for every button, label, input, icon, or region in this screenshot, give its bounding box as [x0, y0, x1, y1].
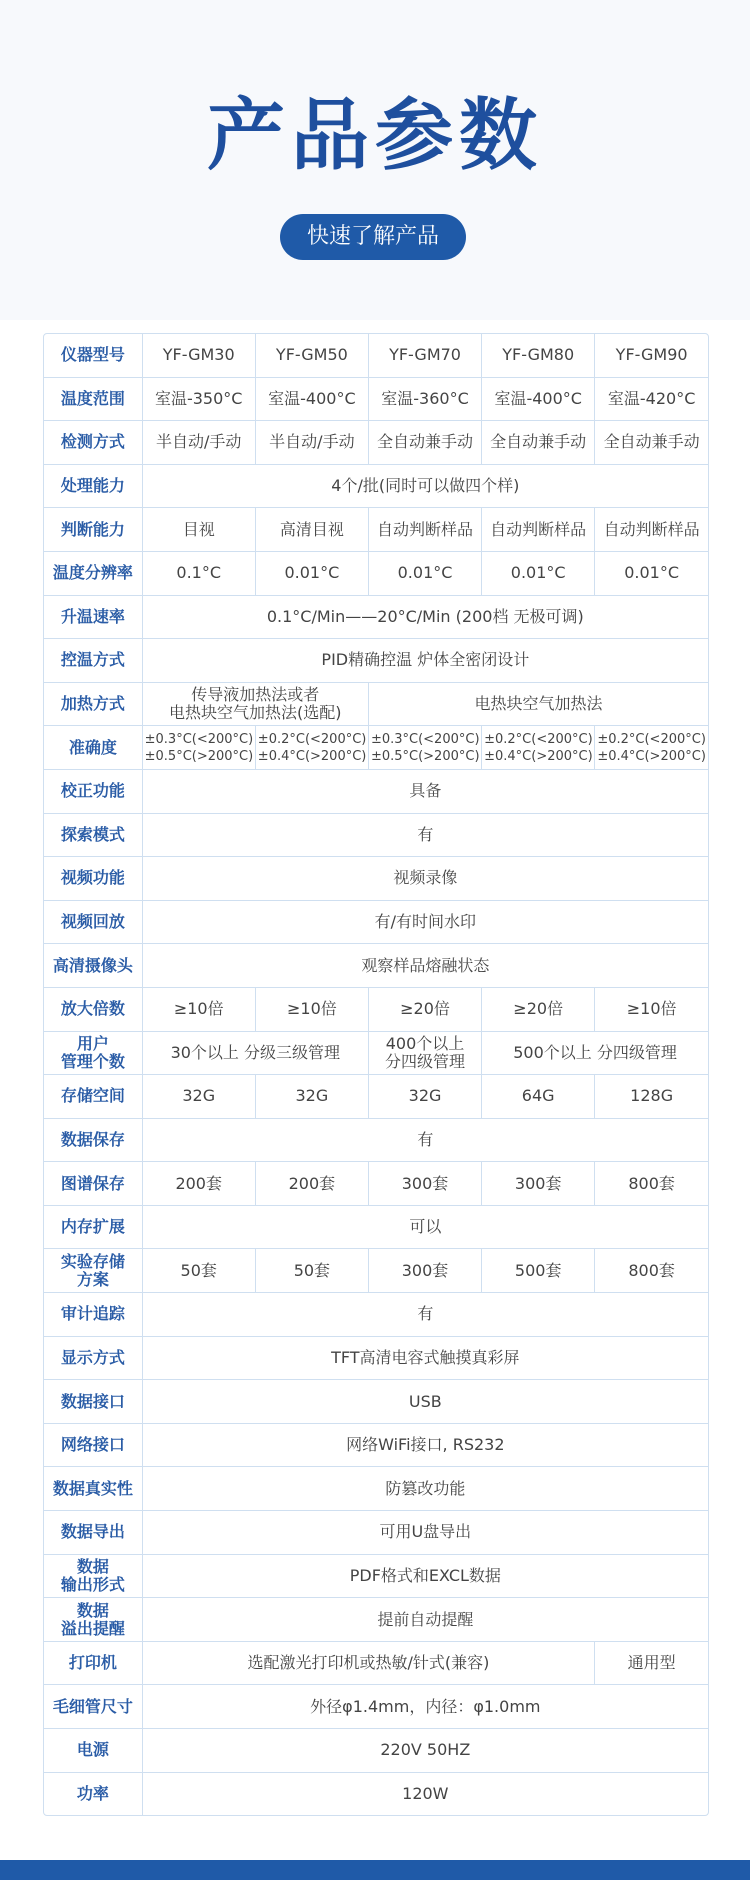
table-cell: 通用型	[595, 1641, 708, 1685]
table-cell: 32G	[368, 1075, 481, 1119]
table-cell: 0.1°C/Min——20°C/Min (200档 无极可调)	[142, 595, 708, 639]
row-label: 准确度	[44, 726, 142, 770]
table-cell: ≥10倍	[142, 987, 255, 1031]
table-cell: 50套	[255, 1249, 368, 1293]
row-label: 显示方式	[44, 1336, 142, 1380]
table-row	[44, 421, 708, 465]
table-cell: 选配激光打印机或热敏/针式(兼容)	[142, 1641, 595, 1685]
row-label: 处理能力	[44, 464, 142, 508]
table-cell: 全自动兼手动	[482, 421, 595, 465]
table-cell: 有	[142, 813, 708, 857]
row-label: 温度范围	[44, 377, 142, 421]
learn-product-button[interactable]: 快速了解产品	[280, 214, 466, 260]
table-cell: 提前自动提醒	[142, 1598, 708, 1642]
spec-table	[44, 334, 708, 1815]
table-cell: YF-GM80	[482, 334, 595, 377]
table-row	[44, 813, 708, 857]
table-cell: 室温-400°C	[482, 377, 595, 421]
table-cell: 30个以上 分级三级管理	[142, 1031, 368, 1075]
table-cell: 200套	[142, 1162, 255, 1206]
row-label: 数据 输出形式	[44, 1554, 142, 1598]
bottom-bar	[0, 1860, 750, 1880]
table-cell: 0.1°C	[142, 551, 255, 595]
table-cell: 全自动兼手动	[368, 421, 481, 465]
row-label: 毛细管尺寸	[44, 1685, 142, 1729]
row-label: 图谱保存	[44, 1162, 142, 1206]
table-cell: 0.01°C	[368, 551, 481, 595]
table-cell: 120W	[142, 1772, 708, 1815]
row-label: 高清摄像头	[44, 944, 142, 988]
row-label: 数据真实性	[44, 1467, 142, 1511]
table-cell: 4个/批(同时可以做四个样)	[142, 464, 708, 508]
table-cell: 室温-350°C	[142, 377, 255, 421]
table-row	[44, 595, 708, 639]
row-label: 仪器型号	[44, 334, 142, 377]
table-cell: 室温-360°C	[368, 377, 481, 421]
table-row	[44, 900, 708, 944]
row-label: 审计追踪	[44, 1293, 142, 1337]
table-cell: 300套	[482, 1162, 595, 1206]
row-label: 判断能力	[44, 508, 142, 552]
table-cell: 500个以上 分四级管理	[482, 1031, 708, 1075]
table-cell: 目视	[142, 508, 255, 552]
table-row	[44, 1293, 708, 1337]
row-label: 控温方式	[44, 639, 142, 683]
table-row	[44, 1380, 708, 1424]
row-label: 实验存储 方案	[44, 1249, 142, 1293]
row-label: 视频功能	[44, 857, 142, 901]
table-row	[44, 1467, 708, 1511]
table-cell: 500套	[482, 1249, 595, 1293]
table-row	[44, 1336, 708, 1380]
table-row	[44, 682, 708, 726]
table-cell: 高清目视	[255, 508, 368, 552]
row-label: 升温速率	[44, 595, 142, 639]
table-cell: 300套	[368, 1249, 481, 1293]
table-cell: 有/有时间水印	[142, 900, 708, 944]
table-row	[44, 1118, 708, 1162]
table-row	[44, 987, 708, 1031]
table-row	[44, 1772, 708, 1815]
table-cell: 50套	[142, 1249, 255, 1293]
table-cell: 自动判断样品	[482, 508, 595, 552]
table-cell: 32G	[142, 1075, 255, 1119]
table-row	[44, 769, 708, 813]
table-cell: YF-GM70	[368, 334, 481, 377]
table-cell: 0.01°C	[482, 551, 595, 595]
table-cell: YF-GM90	[595, 334, 708, 377]
table-cell: TFT高清电容式触摸真彩屏	[142, 1336, 708, 1380]
table-row	[44, 1031, 708, 1075]
table-row	[44, 334, 708, 377]
table-cell: 电热块空气加热法	[368, 682, 708, 726]
table-cell: 可以	[142, 1205, 708, 1249]
table-row	[44, 377, 708, 421]
table-row	[44, 1554, 708, 1598]
row-label: 电源	[44, 1729, 142, 1773]
table-cell: 220V 50HZ	[142, 1729, 708, 1773]
table-cell: ±0.3°C(<200°C) ±0.5°C(>200°C)	[142, 726, 255, 770]
table-cell: ±0.2°C(<200°C) ±0.4°C(>200°C)	[255, 726, 368, 770]
row-label: 数据导出	[44, 1511, 142, 1555]
table-row	[44, 1641, 708, 1685]
table-cell: 视频录像	[142, 857, 708, 901]
table-cell: 32G	[255, 1075, 368, 1119]
row-label: 放大倍数	[44, 987, 142, 1031]
table-cell: 传导液加热法或者 电热块空气加热法(选配)	[142, 682, 368, 726]
table-row	[44, 1075, 708, 1119]
table-row	[44, 1598, 708, 1642]
table-row	[44, 639, 708, 683]
table-cell: ±0.2°C(<200°C) ±0.4°C(>200°C)	[595, 726, 708, 770]
table-cell: 全自动兼手动	[595, 421, 708, 465]
table-cell: 室温-400°C	[255, 377, 368, 421]
table-row	[44, 1685, 708, 1729]
row-label: 数据接口	[44, 1380, 142, 1424]
spec-table-wrapper	[43, 333, 709, 1816]
table-cell: ≥20倍	[482, 987, 595, 1031]
table-cell: 观察样品熔融状态	[142, 944, 708, 988]
table-row	[44, 1162, 708, 1206]
row-label: 内存扩展	[44, 1205, 142, 1249]
table-cell: USB	[142, 1380, 708, 1424]
page-title: 产品参数	[206, 90, 543, 181]
table-cell: 半自动/手动	[255, 421, 368, 465]
table-cell: PID精确控温 炉体全密闭设计	[142, 639, 708, 683]
row-label: 视频回放	[44, 900, 142, 944]
table-cell: ≥20倍	[368, 987, 481, 1031]
row-label: 探索模式	[44, 813, 142, 857]
table-cell: 300套	[368, 1162, 481, 1206]
row-label: 温度分辨率	[44, 551, 142, 595]
table-row	[44, 1423, 708, 1467]
table-cell: 外径φ1.4mm，内径：φ1.0mm	[142, 1685, 708, 1729]
table-cell: 400个以上 分四级管理	[368, 1031, 481, 1075]
table-cell: PDF格式和EXCL数据	[142, 1554, 708, 1598]
row-label: 校正功能	[44, 769, 142, 813]
table-cell: 网络WiFi接口, RS232	[142, 1423, 708, 1467]
table-row	[44, 944, 708, 988]
table-row	[44, 508, 708, 552]
table-cell: 自动判断样品	[595, 508, 708, 552]
table-cell: YF-GM50	[255, 334, 368, 377]
table-cell: 有	[142, 1293, 708, 1337]
row-label: 功率	[44, 1772, 142, 1815]
table-cell: 防篡改功能	[142, 1467, 708, 1511]
table-cell: ±0.2°C(<200°C) ±0.4°C(>200°C)	[482, 726, 595, 770]
table-cell: 800套	[595, 1249, 708, 1293]
table-row	[44, 1249, 708, 1293]
row-label: 存储空间	[44, 1075, 142, 1119]
table-cell: 128G	[595, 1075, 708, 1119]
table-cell: 0.01°C	[595, 551, 708, 595]
row-label: 检测方式	[44, 421, 142, 465]
table-row	[44, 1729, 708, 1773]
row-label: 用户 管理个数	[44, 1031, 142, 1075]
table-cell: ≥10倍	[595, 987, 708, 1031]
table-row	[44, 464, 708, 508]
table-cell: 0.01°C	[255, 551, 368, 595]
row-label: 网络接口	[44, 1423, 142, 1467]
table-cell: 半自动/手动	[142, 421, 255, 465]
table-row	[44, 857, 708, 901]
table-cell: 64G	[482, 1075, 595, 1119]
table-row	[44, 1511, 708, 1555]
table-row	[44, 551, 708, 595]
table-cell: 室温-420°C	[595, 377, 708, 421]
row-label: 数据保存	[44, 1118, 142, 1162]
table-cell: 200套	[255, 1162, 368, 1206]
row-label: 加热方式	[44, 682, 142, 726]
table-cell: ±0.3°C(<200°C) ±0.5°C(>200°C)	[368, 726, 481, 770]
table-cell: YF-GM30	[142, 334, 255, 377]
table-cell: 具备	[142, 769, 708, 813]
table-cell: ≥10倍	[255, 987, 368, 1031]
header-area	[0, 0, 750, 320]
table-row	[44, 726, 708, 770]
table-cell: 自动判断样品	[368, 508, 481, 552]
row-label: 打印机	[44, 1641, 142, 1685]
table-cell: 800套	[595, 1162, 708, 1206]
table-cell: 可用U盘导出	[142, 1511, 708, 1555]
row-label: 数据 溢出提醒	[44, 1598, 142, 1642]
table-row	[44, 1205, 708, 1249]
table-cell: 有	[142, 1118, 708, 1162]
